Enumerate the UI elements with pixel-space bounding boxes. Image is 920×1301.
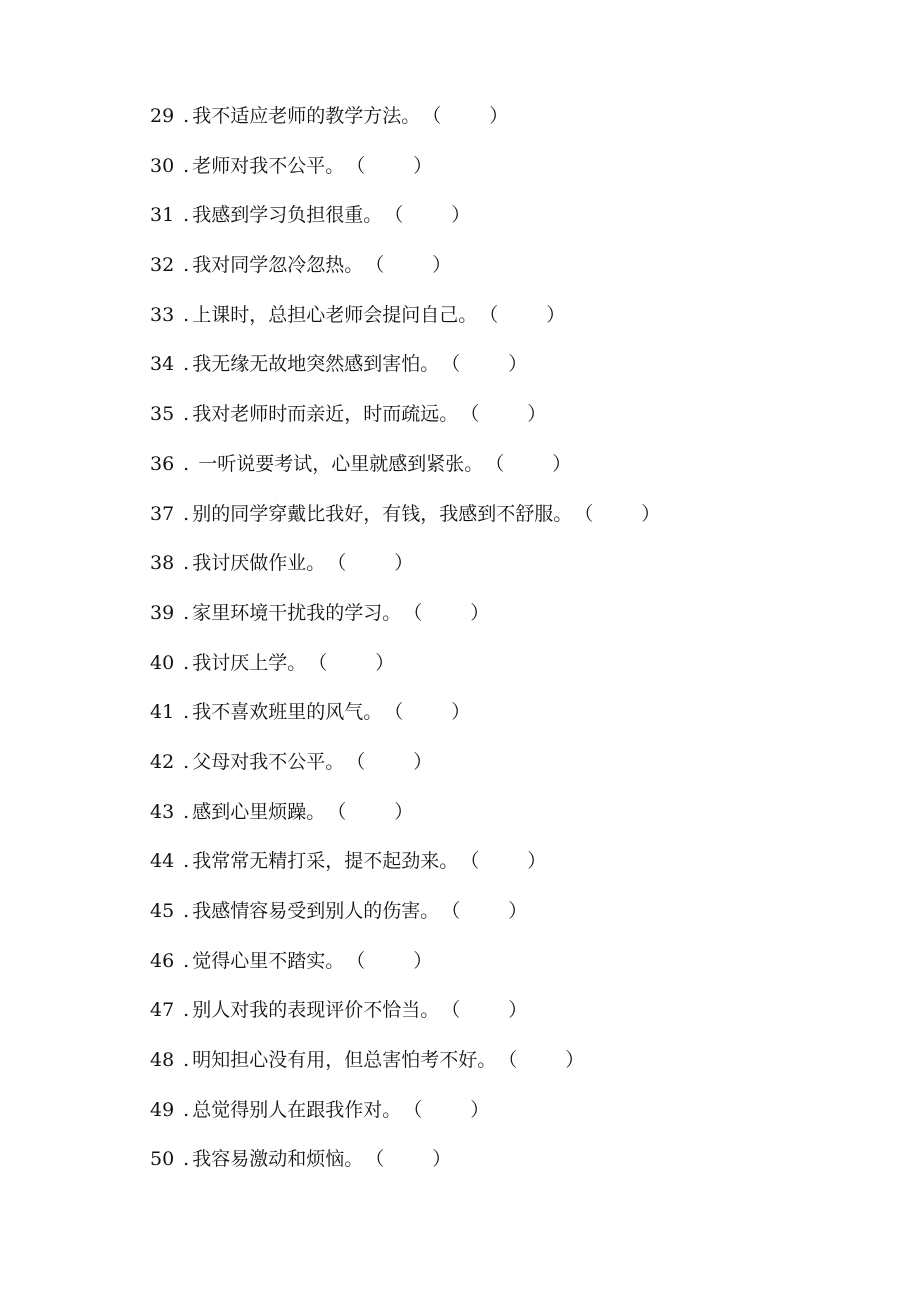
- answer-open-paren: （: [384, 204, 404, 227]
- question-text: 一听说要考试，心里就感到紧张。: [192, 452, 484, 475]
- question-text: 老师对我不公平。: [192, 154, 345, 177]
- answer-blank[interactable]: [308, 647, 394, 679]
- answer-blank[interactable]: [403, 1094, 489, 1126]
- question-number: 42: [150, 750, 175, 773]
- question-separator: .: [183, 601, 190, 624]
- question-item: [150, 845, 870, 895]
- question-text: 我讨厌上学。: [192, 651, 307, 674]
- question-item: [150, 895, 870, 945]
- question-text: 别人对我的表现评价不恰当。: [192, 999, 440, 1022]
- answer-open-paren: （: [460, 403, 480, 426]
- answer-open-paren: （: [441, 999, 461, 1022]
- answer-close-paren: ）: [413, 750, 433, 773]
- question-separator: .: [183, 701, 190, 724]
- question-item: [150, 547, 870, 597]
- question-separator: .: [183, 750, 190, 773]
- question-text: 家里环境干扰我的学习。: [192, 601, 402, 624]
- question-number: 32: [150, 254, 175, 277]
- question-number: 37: [150, 502, 175, 525]
- answer-open-paren: （: [479, 303, 499, 326]
- answer-blank[interactable]: [460, 398, 546, 430]
- question-separator: .: [183, 353, 190, 376]
- question-item: [150, 994, 870, 1044]
- answer-open-paren: （: [308, 651, 328, 674]
- question-separator: .: [183, 452, 190, 475]
- answer-close-paren: ）: [413, 154, 433, 177]
- answer-open-paren: （: [346, 750, 366, 773]
- question-separator: .: [183, 1148, 190, 1171]
- answer-close-paren: ）: [432, 1148, 452, 1171]
- answer-open-paren: （: [441, 353, 461, 376]
- answer-blank[interactable]: [441, 348, 527, 380]
- question-number: 29: [150, 105, 175, 127]
- question-number: 40: [150, 651, 175, 674]
- question-separator: .: [183, 254, 190, 277]
- answer-open-paren: （: [327, 800, 347, 823]
- question-text: 父母对我不公平。: [192, 750, 345, 773]
- question-text: 我感情容易受到别人的伤害。: [192, 900, 440, 922]
- question-text: 我不喜欢班里的风气。: [192, 701, 383, 724]
- question-item: [150, 100, 870, 150]
- question-number: 33: [150, 303, 175, 326]
- question-separator: .: [183, 999, 190, 1022]
- question-item: [150, 796, 870, 846]
- question-separator: .: [183, 105, 190, 127]
- answer-blank[interactable]: [479, 299, 565, 331]
- question-separator: .: [183, 1098, 190, 1121]
- question-separator: .: [183, 1049, 190, 1072]
- question-text: 别的同学穿戴比我好，有钱，我感到不舒服。: [192, 502, 573, 525]
- question-item: [150, 1143, 870, 1193]
- question-text: 明知担心没有用，但总害怕考不好。: [192, 1049, 497, 1072]
- answer-open-paren: （: [498, 1049, 518, 1072]
- answer-close-paren: ）: [508, 999, 528, 1022]
- answer-blank[interactable]: [365, 249, 451, 281]
- answer-open-paren: （: [441, 900, 461, 922]
- question-number: 35: [150, 403, 175, 426]
- answer-open-paren: （: [403, 1098, 423, 1121]
- question-text: 我无缘无故地突然感到害怕。: [192, 353, 440, 376]
- question-number: 39: [150, 601, 175, 624]
- question-number: 50: [150, 1148, 175, 1171]
- answer-open-paren: （: [384, 701, 404, 724]
- question-item: [150, 448, 870, 498]
- question-number: 41: [150, 701, 175, 724]
- answer-close-paren: ）: [470, 601, 490, 624]
- answer-blank[interactable]: [346, 150, 432, 182]
- question-number: 30: [150, 154, 175, 177]
- question-text: 我对老师时而亲近，时而疏远。: [192, 403, 459, 426]
- question-number: 44: [150, 850, 175, 873]
- answer-blank[interactable]: [346, 746, 432, 778]
- answer-blank[interactable]: [365, 1143, 451, 1175]
- answer-blank[interactable]: [460, 845, 546, 877]
- question-text: 上课时，总担心老师会提问自己。: [192, 303, 478, 326]
- question-item: [150, 647, 870, 697]
- question-separator: .: [183, 651, 190, 674]
- question-number: 47: [150, 999, 175, 1022]
- answer-close-paren: ）: [394, 800, 414, 823]
- question-separator: .: [183, 949, 190, 972]
- question-number: 48: [150, 1049, 175, 1072]
- answer-open-paren: （: [460, 850, 480, 873]
- answer-open-paren: （: [403, 601, 423, 624]
- answer-open-paren: （: [365, 1148, 385, 1171]
- question-number: 34: [150, 353, 175, 376]
- answer-close-paren: ）: [508, 353, 528, 376]
- answer-blank[interactable]: [403, 597, 489, 629]
- answer-open-paren: （: [422, 105, 442, 127]
- question-separator: .: [183, 403, 190, 426]
- question-separator: .: [183, 850, 190, 873]
- question-item: [150, 199, 870, 249]
- answer-close-paren: ）: [489, 105, 509, 127]
- answer-blank[interactable]: [441, 895, 527, 927]
- question-item: [150, 249, 870, 299]
- question-separator: .: [183, 900, 190, 922]
- answer-blank[interactable]: [485, 448, 571, 480]
- question-item: [150, 1044, 870, 1094]
- question-item: [150, 398, 870, 448]
- answer-close-paren: ）: [394, 552, 414, 575]
- answer-open-paren: （: [485, 452, 505, 475]
- question-number: 38: [150, 552, 175, 575]
- question-item: [150, 348, 870, 398]
- question-number: 31: [150, 204, 175, 227]
- question-separator: .: [183, 204, 190, 227]
- question-text: 总觉得别人在跟我作对。: [192, 1098, 402, 1121]
- question-separator: .: [183, 800, 190, 823]
- question-separator: .: [183, 502, 190, 525]
- question-number: 49: [150, 1098, 175, 1121]
- question-text: 我常常无精打采，提不起劲来。: [192, 850, 459, 873]
- question-text: 我感到学习负担很重。: [192, 204, 383, 227]
- question-text: 我不适应老师的教学方法。: [192, 105, 421, 127]
- answer-close-paren: ）: [546, 303, 566, 326]
- answer-blank[interactable]: [422, 100, 508, 132]
- answer-blank[interactable]: [574, 498, 660, 530]
- question-text: 感到心里烦躁。: [192, 800, 326, 823]
- answer-blank[interactable]: [346, 945, 432, 977]
- question-item: [150, 299, 870, 349]
- question-number: 36: [150, 452, 175, 475]
- question-text: 觉得心里不踏实。: [192, 949, 345, 972]
- question-text: 我对同学忽冷忽热。: [192, 254, 364, 277]
- answer-open-paren: （: [327, 552, 347, 575]
- question-item: [150, 150, 870, 200]
- answer-close-paren: ）: [375, 651, 395, 674]
- question-text: 我讨厌做作业。: [192, 552, 326, 575]
- answer-close-paren: ）: [451, 204, 471, 227]
- question-item: [150, 498, 870, 548]
- answer-close-paren: ）: [527, 403, 547, 426]
- answer-open-paren: （: [346, 949, 366, 972]
- answer-close-paren: ）: [508, 900, 528, 922]
- answer-close-paren: ）: [470, 1098, 490, 1121]
- answer-blank[interactable]: [327, 547, 413, 579]
- answer-open-paren: （: [346, 154, 366, 177]
- answer-close-paren: ）: [552, 452, 572, 475]
- answer-open-paren: （: [574, 502, 594, 525]
- answer-blank[interactable]: [441, 994, 527, 1026]
- answer-close-paren: ）: [451, 701, 471, 724]
- question-item: [150, 746, 870, 796]
- answer-open-paren: （: [365, 254, 385, 277]
- question-item: [150, 945, 870, 995]
- question-separator: .: [183, 552, 190, 575]
- question-list: [150, 100, 870, 1193]
- answer-close-paren: ）: [527, 850, 547, 873]
- answer-blank[interactable]: [498, 1044, 584, 1076]
- answer-blank[interactable]: [384, 199, 470, 231]
- question-separator: .: [183, 154, 190, 177]
- answer-blank[interactable]: [384, 696, 470, 728]
- question-item: [150, 696, 870, 746]
- question-item: [150, 597, 870, 647]
- answer-close-paren: ）: [641, 502, 661, 525]
- answer-close-paren: ）: [432, 254, 452, 277]
- question-number: 43: [150, 800, 175, 823]
- question-number: 45: [150, 900, 175, 922]
- question-item: [150, 1094, 870, 1144]
- question-separator: .: [183, 303, 190, 326]
- question-text: 我容易激动和烦恼。: [192, 1148, 364, 1171]
- question-number: 46: [150, 949, 175, 972]
- answer-close-paren: ）: [565, 1049, 585, 1072]
- answer-close-paren: ）: [413, 949, 433, 972]
- answer-blank[interactable]: [327, 796, 413, 828]
